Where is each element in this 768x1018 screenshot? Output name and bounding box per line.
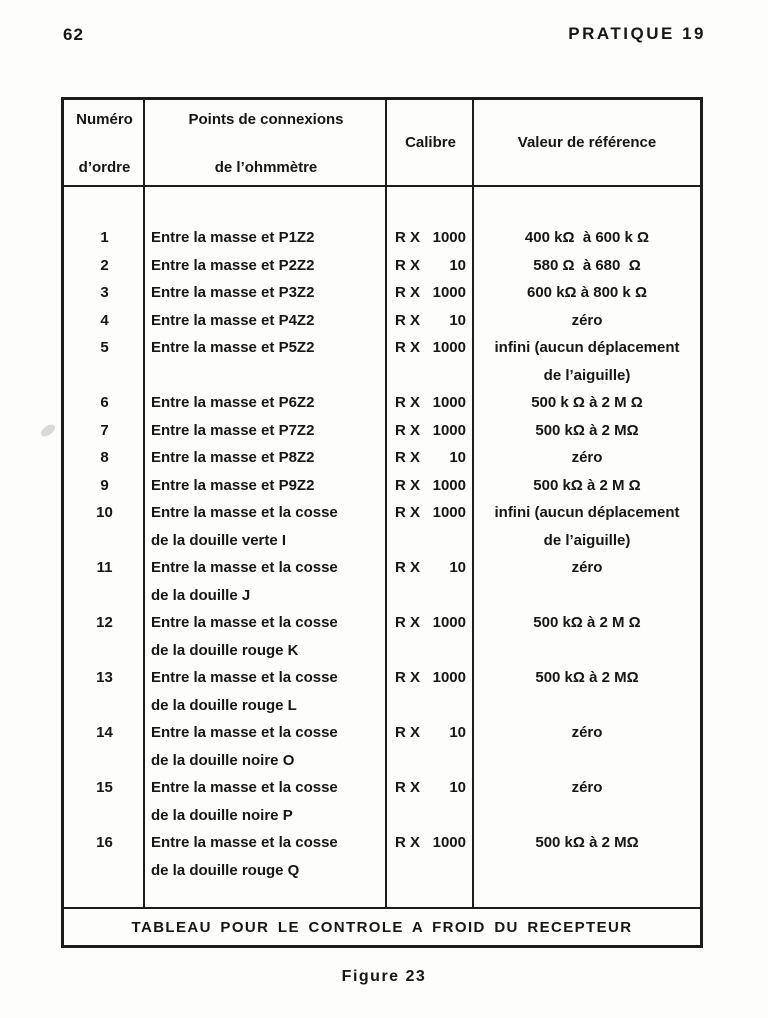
table-row (64, 774, 700, 829)
header-points-connexions (145, 100, 387, 185)
valeur-line: infini (aucun déplacement (494, 339, 680, 356)
row-calibre (387, 719, 474, 747)
calibre-multiplier: 1000 (432, 339, 466, 356)
table-row (64, 499, 700, 554)
calibre-prefix: R X (395, 476, 421, 494)
calibre-prefix: R X (395, 421, 421, 439)
row-number: 11 (96, 559, 113, 576)
row-number: 7 (100, 421, 109, 439)
calibre-multiplier: 1000 (432, 476, 466, 494)
calibre-multiplier: 10 (449, 779, 466, 796)
row-connection (145, 279, 387, 307)
header-numero-line1: Numéro (76, 111, 133, 128)
calibre-prefix: R X (395, 834, 421, 851)
row-connection (145, 829, 387, 884)
row-connection (145, 609, 387, 664)
calibre-prefix: R X (395, 779, 421, 796)
running-header: PRATIQUE 19 (568, 24, 706, 43)
table-row (64, 472, 700, 500)
valeur-line: zéro (571, 779, 603, 796)
connection-line: de la douille noire O (151, 751, 295, 769)
figure-caption: Figure 23 (341, 968, 427, 985)
row-number: 2 (100, 256, 109, 274)
row-calibre (387, 389, 474, 417)
row-calibre (387, 279, 474, 307)
calibre-prefix: R X (395, 311, 421, 329)
row-valeur (474, 417, 700, 445)
table-row (64, 279, 700, 307)
row-connection (145, 499, 387, 554)
valeur-line: zéro (571, 724, 603, 741)
calibre-prefix: R X (395, 284, 421, 301)
row-valeur (474, 719, 700, 747)
connection-line: Entre la masse et la cosse (151, 669, 338, 686)
connection-line: Entre la masse et P8Z2 (151, 449, 315, 466)
calibre-multiplier: 10 (449, 449, 466, 466)
row-calibre (387, 307, 474, 335)
row-number: 13 (96, 669, 113, 686)
row-calibre (387, 554, 474, 582)
valeur-line: zéro (571, 449, 603, 466)
row-calibre (387, 417, 474, 445)
row-number: 6 (100, 394, 109, 411)
row-calibre (387, 444, 474, 472)
row-valeur (474, 499, 700, 554)
reference-table (61, 97, 703, 948)
calibre-multiplier: 1000 (432, 394, 466, 411)
calibre-multiplier: 1000 (432, 834, 466, 851)
table-row (64, 417, 700, 445)
valeur-line: 500 kΩ à 2 M Ω (533, 614, 641, 631)
table-row (64, 554, 700, 609)
row-number: 5 (100, 339, 109, 356)
row-calibre (387, 609, 474, 637)
row-valeur (474, 554, 700, 582)
row-connection (145, 774, 387, 829)
header-numero-ordre (64, 100, 145, 185)
calibre-multiplier: 10 (449, 559, 466, 576)
row-connection (145, 444, 387, 472)
row-number: 12 (96, 614, 113, 631)
row-valeur (474, 389, 700, 417)
row-valeur (474, 609, 700, 637)
row-valeur (474, 829, 700, 857)
table-row (64, 389, 700, 417)
connection-line: Entre la masse et P4Z2 (151, 311, 315, 329)
calibre-multiplier: 1000 (432, 504, 466, 521)
row-connection (145, 334, 387, 362)
table-row (64, 664, 700, 719)
row-valeur (474, 664, 700, 692)
table-row (64, 334, 700, 389)
calibre-multiplier: 1000 (432, 284, 466, 301)
row-valeur (474, 307, 700, 335)
row-connection (145, 252, 387, 280)
row-calibre (387, 472, 474, 500)
row-valeur (474, 444, 700, 472)
valeur-line: de l’aiguille) (543, 366, 631, 384)
connection-line: Entre la masse et P3Z2 (151, 284, 315, 301)
scan-smudge (39, 422, 57, 439)
header-calibre: Calibre (405, 134, 456, 151)
valeur-line: 500 kΩ à 2 MΩ (535, 421, 639, 439)
calibre-prefix: R X (395, 394, 421, 411)
row-connection (145, 554, 387, 609)
row-number: 8 (100, 449, 109, 466)
table-header (64, 100, 700, 187)
valeur-line: 600 kΩ à 800 k Ω (527, 284, 647, 301)
connection-line: de la douille verte I (151, 531, 287, 549)
connection-line: Entre la masse et la cosse (151, 724, 338, 741)
table-row (64, 307, 700, 335)
row-connection (145, 719, 387, 774)
connection-line: Entre la masse et P5Z2 (151, 339, 315, 356)
row-number: 14 (96, 724, 113, 741)
connection-line: de la douille rouge K (151, 641, 299, 659)
row-connection (145, 472, 387, 500)
valeur-line: zéro (571, 559, 603, 576)
calibre-prefix: R X (395, 614, 421, 631)
table-footer (64, 907, 700, 945)
calibre-prefix: R X (395, 504, 421, 521)
calibre-prefix: R X (395, 229, 421, 246)
calibre-multiplier: 1000 (432, 614, 466, 631)
valeur-line: 500 kΩ à 2 MΩ (535, 834, 639, 851)
connection-line: de la douille rouge L (151, 696, 297, 714)
table-body (64, 187, 700, 907)
calibre-multiplier: 10 (449, 256, 466, 274)
row-connection (145, 224, 387, 252)
row-calibre (387, 252, 474, 280)
row-number: 1 (100, 229, 109, 246)
connection-line: Entre la masse et P9Z2 (151, 476, 315, 494)
calibre-prefix: R X (395, 256, 421, 274)
table-row (64, 609, 700, 664)
row-valeur (474, 279, 700, 307)
valeur-line: 500 kΩ à 2 M Ω (533, 476, 641, 494)
connection-line: Entre la masse et la cosse (151, 614, 338, 631)
row-connection (145, 307, 387, 335)
calibre-multiplier: 1000 (432, 421, 466, 439)
calibre-multiplier: 10 (449, 724, 466, 741)
header-numero-line2: d’ordre (78, 159, 131, 176)
row-calibre (387, 664, 474, 692)
calibre-prefix: R X (395, 449, 421, 466)
connection-line: Entre la masse et P1Z2 (151, 229, 315, 246)
table-row (64, 224, 700, 252)
row-number: 15 (96, 779, 113, 796)
row-calibre (387, 774, 474, 802)
connection-line: Entre la masse et la cosse (151, 779, 338, 796)
row-connection (145, 389, 387, 417)
calibre-multiplier: 1000 (432, 229, 466, 246)
row-valeur (474, 472, 700, 500)
calibre-prefix: R X (395, 669, 421, 686)
header-points-line1: Points de connexions (188, 111, 344, 128)
connection-line: Entre la masse et la cosse (151, 504, 338, 521)
page-number: 62 (63, 25, 84, 44)
row-calibre (387, 829, 474, 857)
table-row (64, 252, 700, 280)
table-footer-title: TABLEAU POUR LE CONTROLE A FROID DU RECEPTEUR (131, 918, 633, 936)
header-valeur-reference: Valeur de référence (517, 134, 657, 151)
row-number: 10 (96, 504, 113, 521)
header-points-line2: de l’ohmmètre (214, 159, 318, 176)
connection-line: Entre la masse et P7Z2 (151, 421, 315, 439)
valeur-line: zéro (571, 311, 603, 329)
valeur-line: 400 kΩ à 600 k Ω (524, 229, 650, 246)
valeur-line: 580 Ω à 680 Ω (533, 256, 641, 274)
row-calibre (387, 334, 474, 362)
calibre-multiplier: 1000 (432, 669, 466, 686)
calibre-multiplier: 10 (449, 311, 466, 329)
table-row (64, 444, 700, 472)
row-valeur (474, 334, 700, 389)
table-row (64, 829, 700, 884)
row-number: 4 (100, 311, 109, 329)
connection-line: Entre la masse et P6Z2 (151, 394, 315, 411)
valeur-line: infini (aucun déplacement (494, 504, 680, 521)
valeur-line: 500 kΩ à 2 MΩ (535, 669, 639, 686)
row-valeur (474, 774, 700, 802)
row-valeur (474, 252, 700, 280)
row-connection (145, 417, 387, 445)
connection-line: de la douille noire P (151, 806, 293, 824)
row-valeur (474, 224, 700, 252)
row-number: 9 (100, 476, 109, 494)
calibre-prefix: R X (395, 339, 421, 356)
connection-line: Entre la masse et P2Z2 (151, 256, 315, 274)
table-row (64, 719, 700, 774)
row-calibre (387, 499, 474, 527)
row-number: 16 (96, 834, 113, 851)
row-number: 3 (100, 284, 109, 301)
row-connection (145, 664, 387, 719)
valeur-line: 500 k Ω à 2 M Ω (531, 394, 643, 411)
connection-line: Entre la masse et la cosse (151, 559, 338, 576)
calibre-prefix: R X (395, 724, 421, 741)
connection-line: Entre la masse et la cosse (151, 834, 338, 851)
row-calibre (387, 224, 474, 252)
valeur-line: de l’aiguille) (543, 531, 631, 549)
connection-line: de la douille J (151, 586, 251, 604)
connection-line: de la douille rouge Q (151, 861, 300, 879)
calibre-prefix: R X (395, 559, 421, 576)
